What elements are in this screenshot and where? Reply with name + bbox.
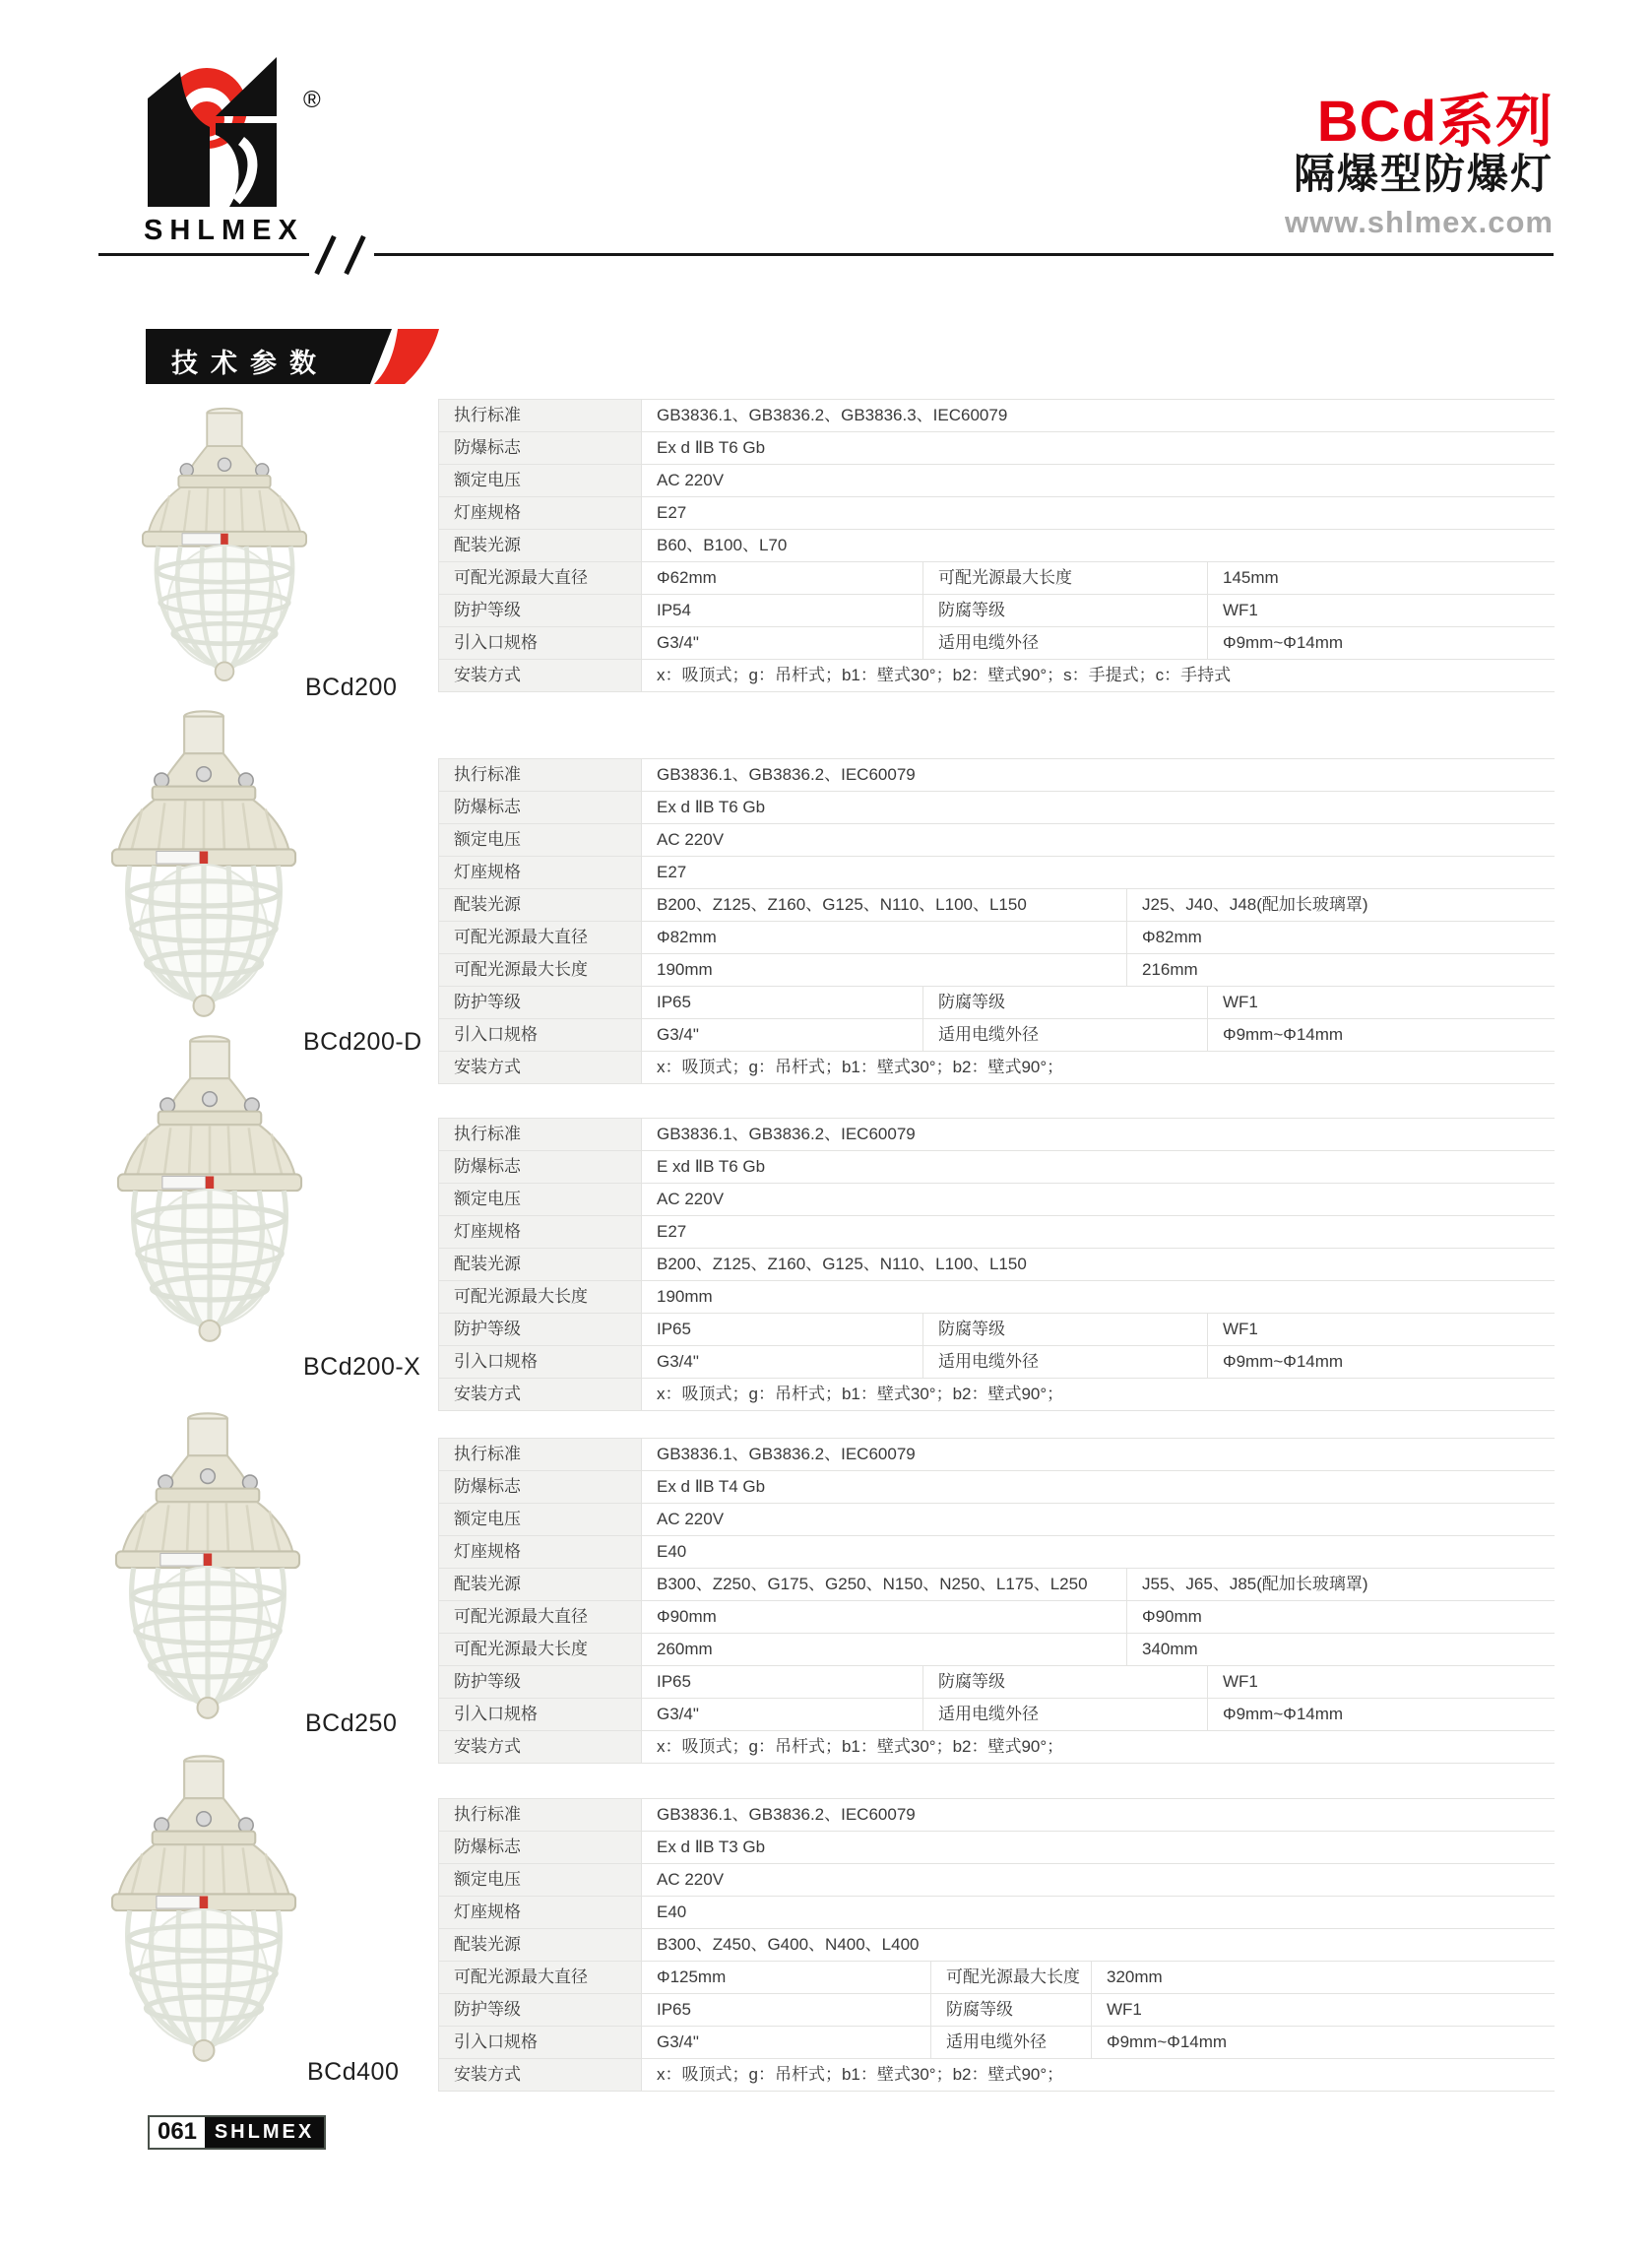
- spec-label-cell: 可配光源最大直径: [439, 1601, 641, 1633]
- spec-value-cell: Φ9mm~Φ14mm: [1207, 1346, 1555, 1378]
- spec-label-cell: 引入口规格: [439, 627, 641, 659]
- spec-label-cell: 安装方式: [439, 1379, 641, 1410]
- spec-value-cell: IP65: [641, 1314, 922, 1345]
- product-model-label: BCd200: [305, 674, 398, 701]
- spec-sublabel-cell: 防腐等级: [922, 987, 1207, 1018]
- spec-row: [439, 823, 1555, 856]
- spec-row: [439, 1051, 1555, 1083]
- spec-value-cell: J25、J40、J48(配加长玻璃罩): [1126, 889, 1555, 921]
- spec-value-cell: Φ125mm: [641, 1962, 930, 1993]
- spec-label-cell: 安装方式: [439, 2059, 641, 2091]
- spec-value-cell: G3/4": [641, 2027, 930, 2058]
- spec-label-cell: 引入口规格: [439, 1346, 641, 1378]
- slash-icon: [314, 235, 336, 275]
- spec-value-cell: Φ9mm~Φ14mm: [1207, 627, 1555, 659]
- spec-label-cell: 额定电压: [439, 824, 641, 856]
- spec-value-cell: WF1: [1091, 1994, 1555, 2026]
- spec-sublabel-cell: 适用电缆外径: [922, 1019, 1207, 1051]
- spec-row: [439, 1863, 1555, 1896]
- spec-row: [439, 1698, 1555, 1730]
- spec-label-cell: 防爆标志: [439, 1471, 641, 1503]
- lamp-image: [95, 1402, 321, 1727]
- spec-value-cell: IP65: [641, 987, 922, 1018]
- spec-label-cell: 可配光源最大直径: [439, 1962, 641, 1993]
- spec-value-cell: Φ9mm~Φ14mm: [1091, 2027, 1555, 2058]
- spec-value-cell: Ex d ⅡB T6 Gb: [641, 792, 1555, 823]
- spec-label-cell: 防护等级: [439, 1314, 641, 1345]
- spec-value-cell: G3/4": [641, 1346, 922, 1378]
- spec-value-cell: 320mm: [1091, 1962, 1555, 1993]
- spec-label-cell: 执行标准: [439, 1119, 641, 1150]
- spec-table-bcd200: [438, 399, 1555, 692]
- spec-row: [439, 1313, 1555, 1345]
- spec-row: [439, 1248, 1555, 1280]
- spec-value-cell: Ex d ⅡB T4 Gb: [641, 1471, 1555, 1503]
- spec-value-cell: 190mm: [641, 1281, 1555, 1313]
- spec-label-cell: 额定电压: [439, 1184, 641, 1215]
- spec-label-cell: 防爆标志: [439, 1151, 641, 1183]
- spec-value-cell: B200、Z125、Z160、G125、N110、L100、L150: [641, 889, 1126, 921]
- spec-label-cell: 可配光源最大直径: [439, 562, 641, 594]
- spec-row: [439, 1183, 1555, 1215]
- footer-brand: SHLMEX: [205, 2117, 324, 2148]
- spec-value-cell: WF1: [1207, 595, 1555, 626]
- spec-value-cell: GB3836.1、GB3836.2、IEC60079: [641, 759, 1555, 791]
- spec-row: [439, 2058, 1555, 2091]
- spec-label-cell: 可配光源最大长度: [439, 954, 641, 986]
- spec-sublabel-cell: 可配光源最大长度: [930, 1962, 1091, 1993]
- spec-value-cell: Ex d ⅡB T3 Gb: [641, 1832, 1555, 1863]
- spec-value-cell: Ex d ⅡB T6 Gb: [641, 432, 1555, 464]
- spec-row: [439, 1928, 1555, 1961]
- spec-label-cell: 灯座规格: [439, 1536, 641, 1568]
- spec-table-bcd400: [438, 1798, 1555, 2092]
- spec-label-cell: 执行标准: [439, 1799, 641, 1831]
- spec-row: [439, 399, 1555, 431]
- spec-row: [439, 1215, 1555, 1248]
- spec-row: [439, 1378, 1555, 1410]
- spec-sublabel-cell: 防腐等级: [922, 595, 1207, 626]
- spec-row: [439, 953, 1555, 986]
- slash-icon: [344, 235, 365, 275]
- product-model-label: BCd400: [307, 2058, 400, 2086]
- product-model-label: BCd200-D: [303, 1028, 422, 1056]
- spec-label-cell: 执行标准: [439, 1439, 641, 1470]
- spec-value-cell: AC 220V: [641, 465, 1555, 496]
- spec-value-cell: 190mm: [641, 954, 1126, 986]
- spec-label-cell: 额定电压: [439, 1864, 641, 1896]
- brand-logo-icon: [146, 57, 295, 213]
- spec-value-cell: 145mm: [1207, 562, 1555, 594]
- spec-label-cell: 配装光源: [439, 889, 641, 921]
- spec-value-cell: B60、B100、L70: [641, 530, 1555, 561]
- spec-sublabel-cell: 防腐等级: [922, 1314, 1207, 1345]
- spec-label-cell: 防护等级: [439, 987, 641, 1018]
- spec-label-cell: 安装方式: [439, 660, 641, 691]
- spec-sublabel-cell: 适用电缆外径: [922, 1346, 1207, 1378]
- spec-label-cell: 防护等级: [439, 1666, 641, 1698]
- spec-value-cell: G3/4": [641, 1019, 922, 1051]
- spec-label-cell: 安装方式: [439, 1731, 641, 1763]
- page-number-badge: [148, 2115, 326, 2150]
- spec-row: [439, 2026, 1555, 2058]
- spec-row: [439, 659, 1555, 691]
- tech-params-title: 技术参数: [171, 349, 329, 378]
- spec-value-cell: Φ82mm: [641, 922, 1126, 953]
- page-number: 061: [150, 2117, 205, 2148]
- spec-value-cell: E40: [641, 1536, 1555, 1568]
- spec-value-cell: WF1: [1207, 1314, 1555, 1345]
- spec-value-cell: E27: [641, 857, 1555, 888]
- spec-value-cell: 216mm: [1126, 954, 1555, 986]
- spec-value-cell: E xd ⅡB T6 Gb: [641, 1151, 1555, 1183]
- spec-label-cell: 防护等级: [439, 1994, 641, 2026]
- spec-sublabel-cell: 适用电缆外径: [922, 1699, 1207, 1730]
- spec-value-cell: Φ9mm~Φ14mm: [1207, 1699, 1555, 1730]
- spec-row: [439, 888, 1555, 921]
- spec-row: [439, 921, 1555, 953]
- series-subtitle: 隔爆型防爆灯: [1293, 151, 1554, 197]
- spec-row: [439, 1345, 1555, 1378]
- spec-row: [439, 1730, 1555, 1763]
- spec-value-cell: IP65: [641, 1666, 922, 1698]
- product-model-label: BCd200-X: [303, 1353, 421, 1381]
- spec-value-cell: GB3836.1、GB3836.2、IEC60079: [641, 1799, 1555, 1831]
- spec-label-cell: 灯座规格: [439, 1216, 641, 1248]
- spec-label-cell: 防爆标志: [439, 792, 641, 823]
- spec-label-cell: 配装光源: [439, 530, 641, 561]
- spec-value-cell: x：吸顶式；g：吊杆式；b1：壁式30°；b2：壁式90°；: [641, 1379, 1555, 1410]
- registered-trademark: ®: [303, 87, 321, 113]
- spec-label-cell: 安装方式: [439, 1052, 641, 1083]
- spec-row: [439, 594, 1555, 626]
- spec-value-cell: x：吸顶式；g：吊杆式；b1：壁式30°；b2：壁式90°；: [641, 1052, 1555, 1083]
- spec-row: [439, 1600, 1555, 1633]
- series-title: BCd系列: [1316, 90, 1554, 154]
- spec-label-cell: 灯座规格: [439, 497, 641, 529]
- spec-label-cell: 执行标准: [439, 400, 641, 431]
- spec-value-cell: G3/4": [641, 1699, 922, 1730]
- spec-label-cell: 引入口规格: [439, 1019, 641, 1051]
- tech-params-banner: [146, 329, 461, 384]
- spec-row: [439, 561, 1555, 594]
- spec-value-cell: G3/4": [641, 627, 922, 659]
- spec-value-cell: B300、Z450、G400、N400、L400: [641, 1929, 1555, 1961]
- spec-value-cell: GB3836.1、GB3836.2、IEC60079: [641, 1439, 1555, 1470]
- spec-row: [439, 1568, 1555, 1600]
- lamp-image: [91, 1737, 317, 2078]
- spec-value-cell: GB3836.1、GB3836.2、GB3836.3、IEC60079: [641, 400, 1555, 431]
- lamp-image: [91, 689, 317, 1036]
- spec-sublabel-cell: 防腐等级: [930, 1994, 1091, 2026]
- spec-row: [439, 1150, 1555, 1183]
- website-url: www.shlmex.com: [1285, 205, 1554, 239]
- spec-sublabel-cell: 防腐等级: [922, 1666, 1207, 1698]
- spec-table-bcd250: [438, 1438, 1555, 1764]
- spec-row: [439, 1280, 1555, 1313]
- spec-value-cell: x：吸顶式；g：吊杆式；b1：壁式30°；b2：壁式90°；: [641, 2059, 1555, 2091]
- spec-row: [439, 1798, 1555, 1831]
- spec-row: [439, 1993, 1555, 2026]
- spec-row: [439, 1961, 1555, 1993]
- spec-sublabel-cell: 适用电缆外径: [922, 627, 1207, 659]
- spec-sublabel-cell: 适用电缆外径: [930, 2027, 1091, 2058]
- spec-value-cell: 260mm: [641, 1634, 1126, 1665]
- spec-value-cell: AC 220V: [641, 1864, 1555, 1896]
- spec-row: [439, 464, 1555, 496]
- spec-value-cell: AC 220V: [641, 1504, 1555, 1535]
- spec-row: [439, 1503, 1555, 1535]
- spec-label-cell: 可配光源最大直径: [439, 922, 641, 953]
- spec-row: [439, 529, 1555, 561]
- spec-value-cell: x：吸顶式；g：吊杆式；b1：壁式30°；b2：壁式90°；: [641, 1731, 1555, 1763]
- spec-row: [439, 1118, 1555, 1150]
- spec-label-cell: 额定电压: [439, 1504, 641, 1535]
- brand-wordmark: SHLMEX: [144, 215, 304, 246]
- spec-value-cell: E27: [641, 497, 1555, 529]
- spec-row: [439, 791, 1555, 823]
- spec-label-cell: 配装光源: [439, 1249, 641, 1280]
- spec-label-cell: 灯座规格: [439, 1897, 641, 1928]
- spec-value-cell: Φ90mm: [641, 1601, 1126, 1633]
- spec-row: [439, 1896, 1555, 1928]
- spec-value-cell: WF1: [1207, 1666, 1555, 1698]
- spec-label-cell: 防爆标志: [439, 1832, 641, 1863]
- spec-value-cell: B200、Z125、Z160、G125、N110、L100、L150: [641, 1249, 1555, 1280]
- spec-label-cell: 防爆标志: [439, 432, 641, 464]
- spec-row: [439, 1018, 1555, 1051]
- spec-row: [439, 1831, 1555, 1863]
- spec-row: [439, 856, 1555, 888]
- spec-value-cell: B300、Z250、G175、G250、N150、N250、L175、L250: [641, 1569, 1126, 1600]
- spec-value-cell: AC 220V: [641, 1184, 1555, 1215]
- spec-value-cell: E27: [641, 1216, 1555, 1248]
- spec-label-cell: 引入口规格: [439, 2027, 641, 2058]
- spec-row: [439, 1470, 1555, 1503]
- spec-label-cell: 配装光源: [439, 1569, 641, 1600]
- spec-value-cell: IP65: [641, 1994, 930, 2026]
- spec-label-cell: 防护等级: [439, 595, 641, 626]
- spec-table-bcd200x: [438, 1118, 1555, 1411]
- spec-label-cell: 配装光源: [439, 1929, 641, 1961]
- spec-label-cell: 可配光源最大长度: [439, 1634, 641, 1665]
- spec-row: [439, 1535, 1555, 1568]
- spec-label-cell: 额定电压: [439, 465, 641, 496]
- spec-value-cell: Φ82mm: [1126, 922, 1555, 953]
- spec-row: [439, 626, 1555, 659]
- product-model-label: BCd250: [305, 1709, 398, 1737]
- spec-label-cell: 执行标准: [439, 759, 641, 791]
- spec-row: [439, 758, 1555, 791]
- spec-sublabel-cell: 可配光源最大长度: [922, 562, 1207, 594]
- spec-value-cell: Φ62mm: [641, 562, 922, 594]
- spec-value-cell: x：吸顶式；g：吊杆式；b1：壁式30°；b2：壁式90°；s：手提式；c：手持式: [641, 660, 1555, 691]
- spec-value-cell: Φ90mm: [1126, 1601, 1555, 1633]
- lamp-image: [96, 1016, 323, 1359]
- spec-value-cell: E40: [641, 1897, 1555, 1928]
- spec-value-cell: AC 220V: [641, 824, 1555, 856]
- spec-value-cell: 340mm: [1126, 1634, 1555, 1665]
- spec-row: [439, 1438, 1555, 1470]
- spec-label-cell: 可配光源最大长度: [439, 1281, 641, 1313]
- spec-label-cell: 引入口规格: [439, 1699, 641, 1730]
- spec-value-cell: J55、J65、J85(配加长玻璃罩): [1126, 1569, 1555, 1600]
- spec-value-cell: WF1: [1207, 987, 1555, 1018]
- spec-row: [439, 496, 1555, 529]
- spec-value-cell: GB3836.1、GB3836.2、IEC60079: [641, 1119, 1555, 1150]
- spec-row: [439, 1633, 1555, 1665]
- lamp-image: [116, 406, 333, 681]
- spec-row: [439, 431, 1555, 464]
- spec-row: [439, 1665, 1555, 1698]
- spec-value-cell: Φ9mm~Φ14mm: [1207, 1019, 1555, 1051]
- spec-value-cell: IP54: [641, 595, 922, 626]
- spec-label-cell: 灯座规格: [439, 857, 641, 888]
- spec-row: [439, 986, 1555, 1018]
- divider-slashes: [309, 234, 374, 276]
- spec-table-bcd200d: [438, 758, 1555, 1084]
